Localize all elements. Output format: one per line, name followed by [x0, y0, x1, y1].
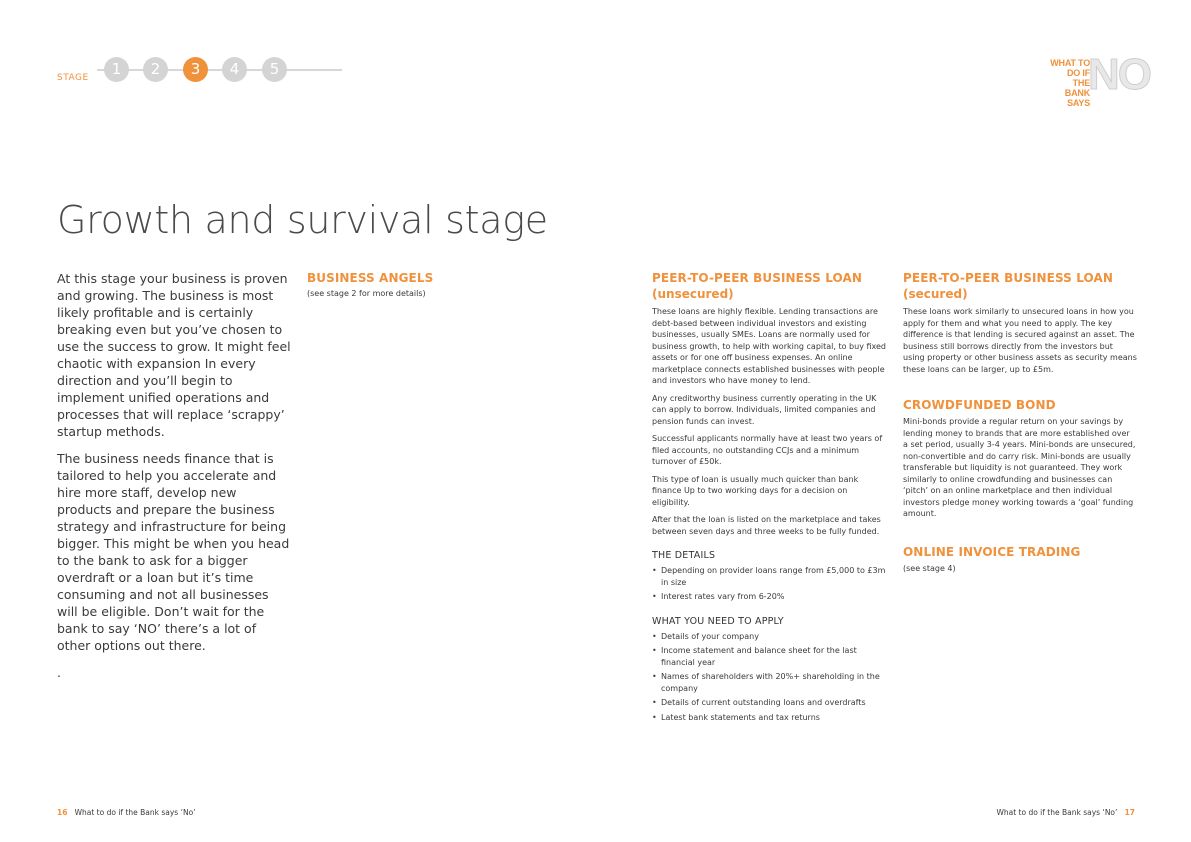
- apply-heading: WHAT YOU NEED TO APPLY: [652, 615, 784, 627]
- p2p-secured-title: PEER-TO-PEER BUSINESS LOAN: [903, 271, 1114, 285]
- list-item: • Names of shareholders with 20%+ shareholding in the company: [652, 671, 886, 694]
- list-item: • Latest bank statements and tax returns: [652, 712, 886, 724]
- logo-line-4: SAYS: [1067, 98, 1090, 108]
- list-item: • Details of current outstanding loans and overdrafts: [652, 697, 886, 709]
- business-angels-note: (see stage 2 for more details): [307, 289, 426, 298]
- intro-paragraph-2: The business needs finance that is tailored to help you accelerate and hire more staff, develop new products and prepare the business strategy and infrastructure for being bigger. This might be when you head to the bank to ask for a bigger overdraft or a loan but it’s time consuming and not all businesses will be eligible. Don’t wait for the bank to say ‘NO’ there’s a lot of other options out there.: [57, 451, 290, 653]
- details-list: [652, 565, 886, 603]
- p2p-unsecured-para: Any creditworthy business currently operating in the UK can apply to borrow. Individuals, limited companies and pension funds can invest.: [652, 393, 877, 426]
- p2p-unsecured-subtitle: (unsecured): [652, 287, 734, 301]
- p2p-unsecured-section: [652, 270, 886, 726]
- footer-left-text: What to do if the Bank says ‘No’: [74, 808, 196, 817]
- intro-column: [57, 270, 293, 691]
- invoice-trading-note: (see stage 4): [903, 563, 956, 573]
- footer-right-text: What to do if the Bank says ‘No’: [996, 808, 1118, 817]
- page-title: Growth and survival stage: [57, 198, 548, 242]
- business-angels-section: [307, 270, 507, 299]
- page-number-right: 17: [1124, 808, 1135, 817]
- p2p-secured-section: [903, 270, 1137, 375]
- business-angels-title: BUSINESS ANGELS: [307, 271, 434, 285]
- page-number-left: 16: [57, 808, 68, 817]
- details-heading: THE DETAILS: [652, 550, 716, 561]
- crowdfunded-bond-section: [903, 397, 1137, 520]
- stage-indicator: [57, 57, 297, 83]
- stage-step-4: 4: [222, 57, 247, 82]
- intro-paragraph-3: .: [57, 665, 61, 680]
- logo-line-2: DO IF: [1067, 68, 1090, 78]
- logo: [1050, 50, 1150, 108]
- logo-text: [1050, 58, 1090, 108]
- p2p-unsecured-para: After that the loan is listed on the marketplace and takes between seven days and three weeks to be fully funded.: [652, 515, 881, 536]
- intro-paragraph-1: At this stage your business is proven and growing. The business is most likely profitable and is certainly breaking even but you’ve chosen to use the success to grow. It might feel chaotic with expansion In every direction and you’ll begin to implement unified operations and processes that will replace ‘scrappy’ startup methods.: [57, 271, 291, 439]
- apply-list: [652, 631, 886, 724]
- list-item: • Interest rates vary from 6-20%: [652, 591, 886, 603]
- p2p-secured-subtitle: (secured): [903, 287, 968, 301]
- logo-no-mark: NO: [1088, 50, 1150, 99]
- p2p-secured-text: These loans work similarly to unsecured loans in how you apply for them and what you need to apply. The key difference is that lending is secured against an asset. The business still borrows directly from the investors but using property or other business assets as security means these loans can be larger, up to £5m.: [903, 307, 1137, 374]
- stage-step-1: 1: [104, 57, 129, 82]
- logo-line-1: WHAT TO: [1050, 58, 1090, 68]
- p2p-unsecured-para: These loans are highly flexible. Lending transactions are debt-based between individual investors and existing businesses, usually SMEs. Loans are normally used for business growth, to help with working capital, to buy fixed assets or for one off business expenses. An online marketplace connects established businesses with people and investors who have money to lend.: [652, 307, 887, 385]
- stage-step-5: 5: [262, 57, 287, 82]
- invoice-trading-section: [903, 544, 1137, 574]
- footer-right: [996, 808, 1135, 817]
- crowdfunded-bond-title: CROWDFUNDED BOND: [903, 398, 1056, 412]
- crowdfunded-bond-text: Mini-bonds provide a regular return on your savings by lending money to brands that are more established over a set period, usually 3-4 years. Mini-bonds are unsecured, non-convertible and do carry risk. Mini-bonds are usually transferable but liquidity is not guaranteed. They work similarly to online crowdfunding and businesses can ‘pitch’ on an online marketplace and then individual investors pledge money working towards a ‘goal’ funding amount.: [903, 417, 1136, 518]
- stage-step-2: 2: [143, 57, 168, 82]
- stage-line: [97, 69, 342, 71]
- logo-line-3: THE BANK: [1064, 78, 1090, 98]
- p2p-unsecured-para: Successful applicants normally have at least two years of filed accounts, no outstanding CCJs and a minimum turnover of £50k.: [652, 434, 883, 466]
- invoice-trading-title: ONLINE INVOICE TRADING: [903, 544, 1081, 559]
- stage-label: STAGE: [57, 73, 89, 83]
- footer-left: [57, 808, 196, 817]
- p2p-unsecured-title: PEER-TO-PEER BUSINESS LOAN: [652, 271, 863, 285]
- stage-step-3-active: 3: [183, 57, 208, 82]
- p2p-unsecured-para: This type of loan is usually much quicker than bank finance Up to two working days for a decision on eligibility.: [652, 474, 859, 507]
- list-item: • Details of your company: [652, 631, 886, 643]
- list-item: • Depending on provider loans range from £5,000 to £3m in size: [652, 565, 886, 588]
- right-column: [903, 270, 1137, 574]
- list-item: • Income statement and balance sheet for the last financial year: [652, 645, 886, 668]
